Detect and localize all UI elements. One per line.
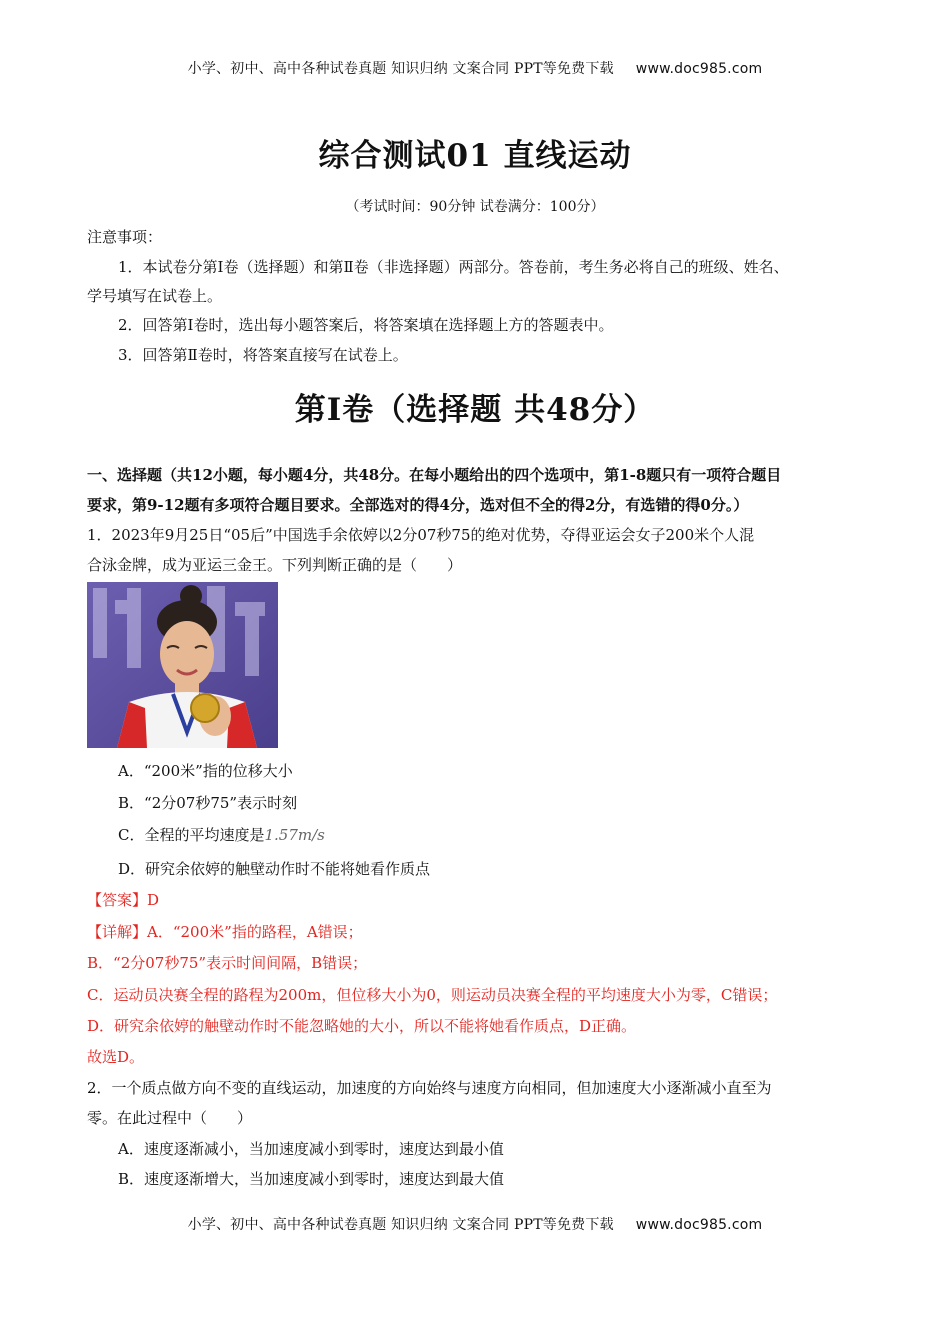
page-header bbox=[0, 58, 950, 78]
notes-heading: 注意事项： bbox=[87, 228, 163, 246]
q2-stem-cont: 零。在此过程中（ ） bbox=[87, 1109, 253, 1127]
q1-detail-c: C．运动员决赛全程的路程为200m，但位移大小为0，则运动员决赛全程的平均速度大小为零，C错误； bbox=[87, 986, 778, 1004]
q1-detail bbox=[87, 921, 363, 942]
q1-option-c-formula: 1.57m/s bbox=[264, 826, 325, 844]
note-item-1: 1．本试卷分第Ⅰ卷（选择题）和第Ⅱ卷（非选择题）两部分。答卷前，考生务必将自己的班级、姓名、 bbox=[118, 258, 789, 276]
q1-option-c-text: C．全程的平均速度是 bbox=[118, 826, 265, 844]
detail-a: A．“200米”指的路程，A错误； bbox=[147, 923, 363, 941]
footer-text: 小学、初中、高中各种试卷真题 知识归纳 文案合同 PPT等免费下载 bbox=[187, 1217, 614, 1233]
q1-conclusion: 故选D。 bbox=[87, 1048, 145, 1066]
header-site-link[interactable]: www.doc985.com bbox=[635, 61, 763, 77]
q1-option-a: A．“200米”指的位移大小 bbox=[118, 762, 293, 780]
q2-stem: 2．一个质点做方向不变的直线运动，加速度的方向始终与速度方向相同，但加速度大小逐渐减小直至为 bbox=[87, 1079, 772, 1097]
q1-option-b: B．“2分07秒75”表示时刻 bbox=[118, 794, 298, 812]
q1-stem: 1．2023年9月25日“05后”中国选手余依婷以2分07秒75的绝对优势，夺得亚运会女子200米个人混 bbox=[87, 526, 755, 544]
note-item-3: 3．回答第Ⅱ卷时，将答案直接写在试卷上。 bbox=[118, 346, 408, 364]
q1-stem-cont: 合泳金牌，成为亚运三金王。下列判断正确的是（ ） bbox=[87, 556, 463, 574]
section-title: 第Ⅰ卷（选择题 共48分） bbox=[294, 392, 656, 428]
detail-label: 【详解】 bbox=[87, 923, 148, 941]
q1-option-d: D．研究余依婷的触壁动作时不能将她看作质点 bbox=[118, 860, 431, 878]
instructions-line-2: 要求，第9-12题有多项符合题目要求。全部选对的得4分，选对但不全的得2分，有选错的得0分。） bbox=[87, 496, 749, 514]
q2-option-b: B．速度逐渐增大，当加速度减小到零时，速度达到最大值 bbox=[118, 1170, 505, 1188]
swimmer-medal-photo bbox=[87, 582, 278, 748]
footer-site-link[interactable]: www.doc985.com bbox=[635, 1217, 763, 1233]
answer-value: D bbox=[147, 891, 160, 909]
answer-label: 【答案】 bbox=[87, 891, 148, 909]
q1-answer bbox=[87, 889, 159, 910]
note-item-1-cont: 学号填写在试卷上。 bbox=[87, 287, 223, 305]
document-title: 综合测试01 直线运动 bbox=[318, 138, 632, 174]
exam-info: （考试时间：90分钟 试卷满分：100分） bbox=[345, 199, 605, 215]
instructions-line-1: 一、选择题（共12小题，每小题4分，共48分。在每小题给出的四个选项中，第1-8题只有一项符合题目 bbox=[87, 466, 782, 484]
header-text: 小学、初中、高中各种试卷真题 知识归纳 文案合同 PPT等免费下载 bbox=[187, 61, 614, 77]
q1-option-c bbox=[118, 824, 325, 845]
q2-option-a: A．速度逐渐减小，当加速度减小到零时，速度达到最小值 bbox=[118, 1140, 504, 1158]
q1-detail-b: B．“2分07秒75”表示时间间隔，B错误； bbox=[87, 954, 368, 972]
page-footer bbox=[0, 1214, 950, 1234]
q1-detail-d: D．研究余依婷的触壁动作时不能忽略她的大小，所以不能将她看作质点，D正确。 bbox=[87, 1017, 637, 1035]
note-item-2: 2．回答第Ⅰ卷时，选出每小题答案后，将答案填在选择题上方的答题表中。 bbox=[118, 316, 614, 334]
swimmer-photo-illustration bbox=[87, 582, 278, 748]
